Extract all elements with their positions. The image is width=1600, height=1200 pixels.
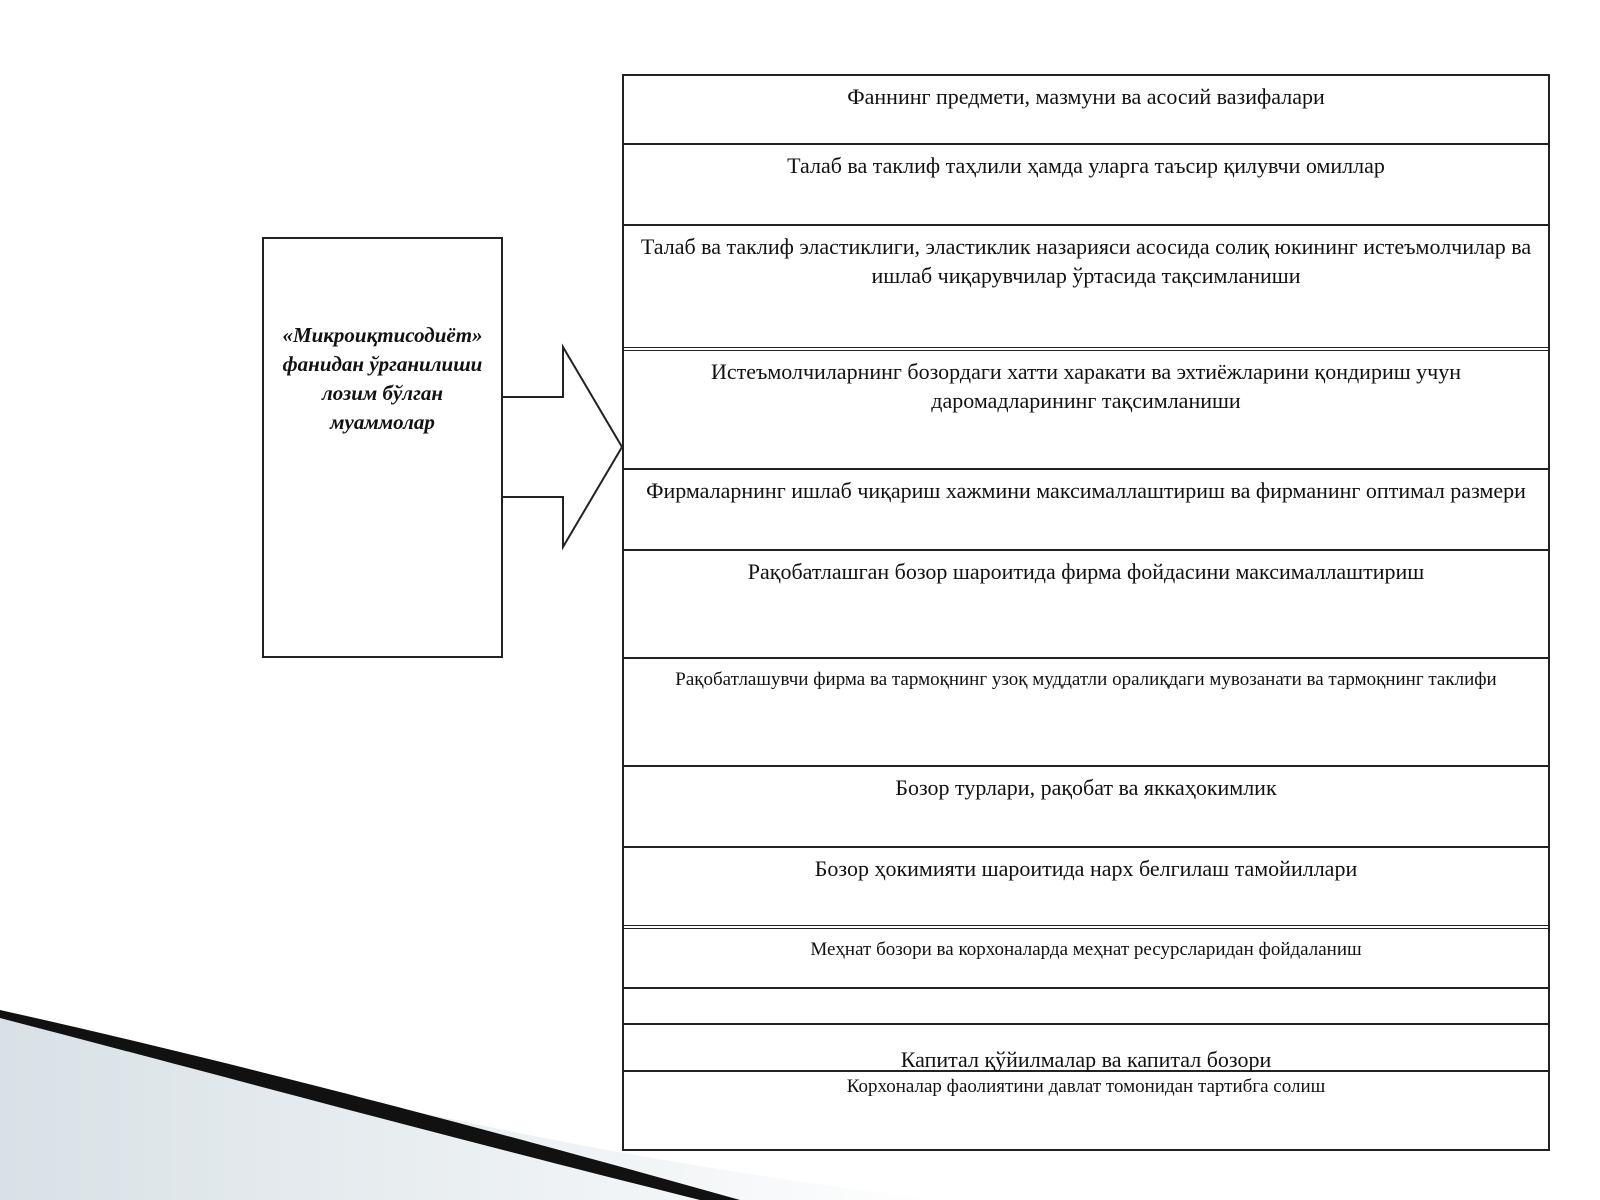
topic-item [624,848,1548,929]
topic-item [624,1072,1548,1149]
topic-item [624,145,1548,226]
topic-text: Бозор турлари, рақобат ва яккаҳокимлик [895,775,1277,800]
topic-item [624,929,1548,989]
topic-text: Рақобатлашган бозор шароитида фирма фойдасини максималлаштириш [747,559,1425,584]
topic-list [622,74,1550,1151]
topic-text: Меҳнат бозори ва корхоналарда меҳнат ресурсларидан фойдаланиш [810,939,1362,960]
topic-item [624,351,1548,470]
topic-text: Рақобатлашувчи фирма ва тармоқнинг узоқ муддатли оралиқдаги мувозанати ва тармоқнинг таклифи [675,669,1497,690]
topic-text: Фирмаларнинг ишлаб чиқариш хажмини максималлаштириш ва фирманинг оптимал размери [646,478,1526,503]
source-line: «Микроиқтисодиёт» [282,323,483,347]
source-line: фанидан ўрганилиши [282,352,483,376]
source-line: муаммолар [330,410,435,434]
topic-item [624,226,1548,351]
topic-item [624,551,1548,659]
topic-text: Корхоналар фаолиятини давлат томонидан тартибга солиш [846,1076,1326,1097]
topic-text: Бозор ҳокимияти шароитида нарх белгилаш тамойиллари [814,856,1358,881]
topic-item [624,76,1548,145]
topic-item [624,767,1548,848]
topic-text: Талаб ва таклиф эластиклиги, эластиклик назарияси асосида солиқ юкининг истеъмолчилар ва ишлаб чиқарувчилар ўртасида тақсимланиши [640,234,1532,288]
source-line: лозим бўлган [322,381,443,405]
topic-item-empty [624,989,1548,1025]
topic-text: Капитал қўйилмалар ва капитал бозори [900,1047,1272,1072]
topic-text: Фаннинг предмети, мазмуни ва асосий вазифалари [847,84,1325,109]
topic-text: Талаб ва таклиф таҳлили ҳамда уларга таъсир қилувчи омиллар [787,153,1385,178]
topic-text: Истеъмолчиларнинг бозордаги хатти харакати ва эхтиёжларини қондириш учун даромадларининг тақсимланиши [710,359,1462,413]
topic-item [624,470,1548,551]
topic-item [624,659,1548,767]
topic-item [624,1025,1548,1072]
